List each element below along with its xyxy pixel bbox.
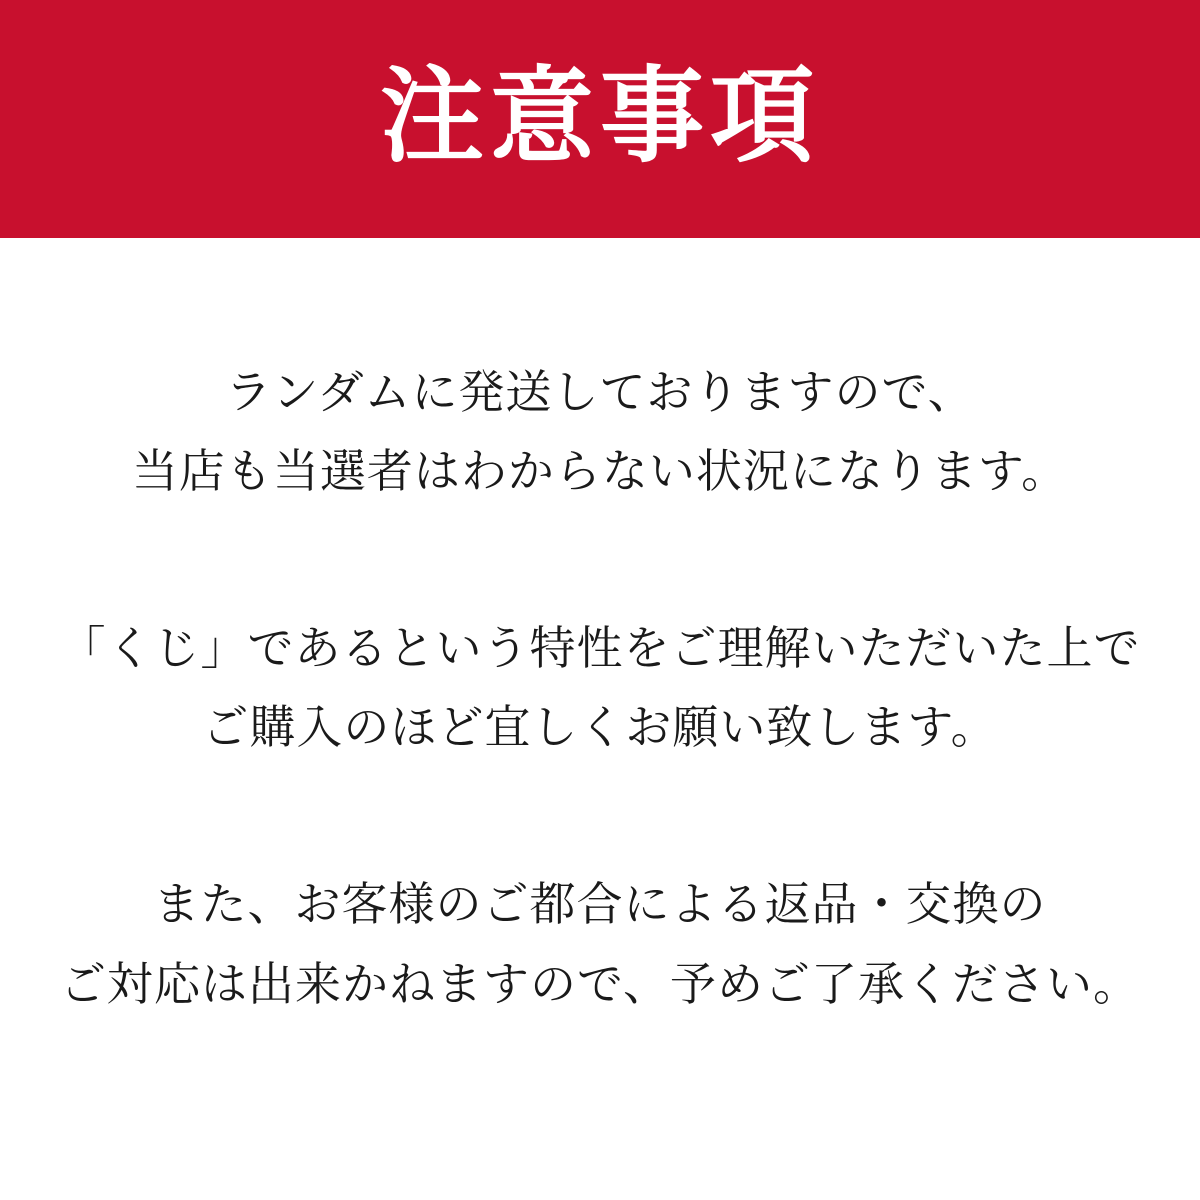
notice-line: ご対応は出来かねますので、予めご了承ください。 <box>59 956 1141 1011</box>
page-title: 注意事項 <box>379 55 820 177</box>
notice-line: また、お客様のご都合による返品・交換の <box>153 877 1047 932</box>
notice-paragraph-lottery-nature <box>0 609 1200 767</box>
notice-line: ご購入のほど宜しくお願い致します。 <box>202 700 998 755</box>
notice-line: 当店も当選者はわからない状況になります。 <box>131 444 1069 499</box>
notice-body <box>0 353 1200 1024</box>
header-banner <box>0 0 1200 238</box>
notice-paragraph-returns-exchange <box>0 865 1200 1023</box>
notice-line: ランダムに発送しておりますので、 <box>225 365 975 419</box>
notice-line: 「くじ」であるという特性をご理解いただいた上で <box>59 621 1141 676</box>
notice-paragraph-random-shipping <box>0 353 1200 511</box>
